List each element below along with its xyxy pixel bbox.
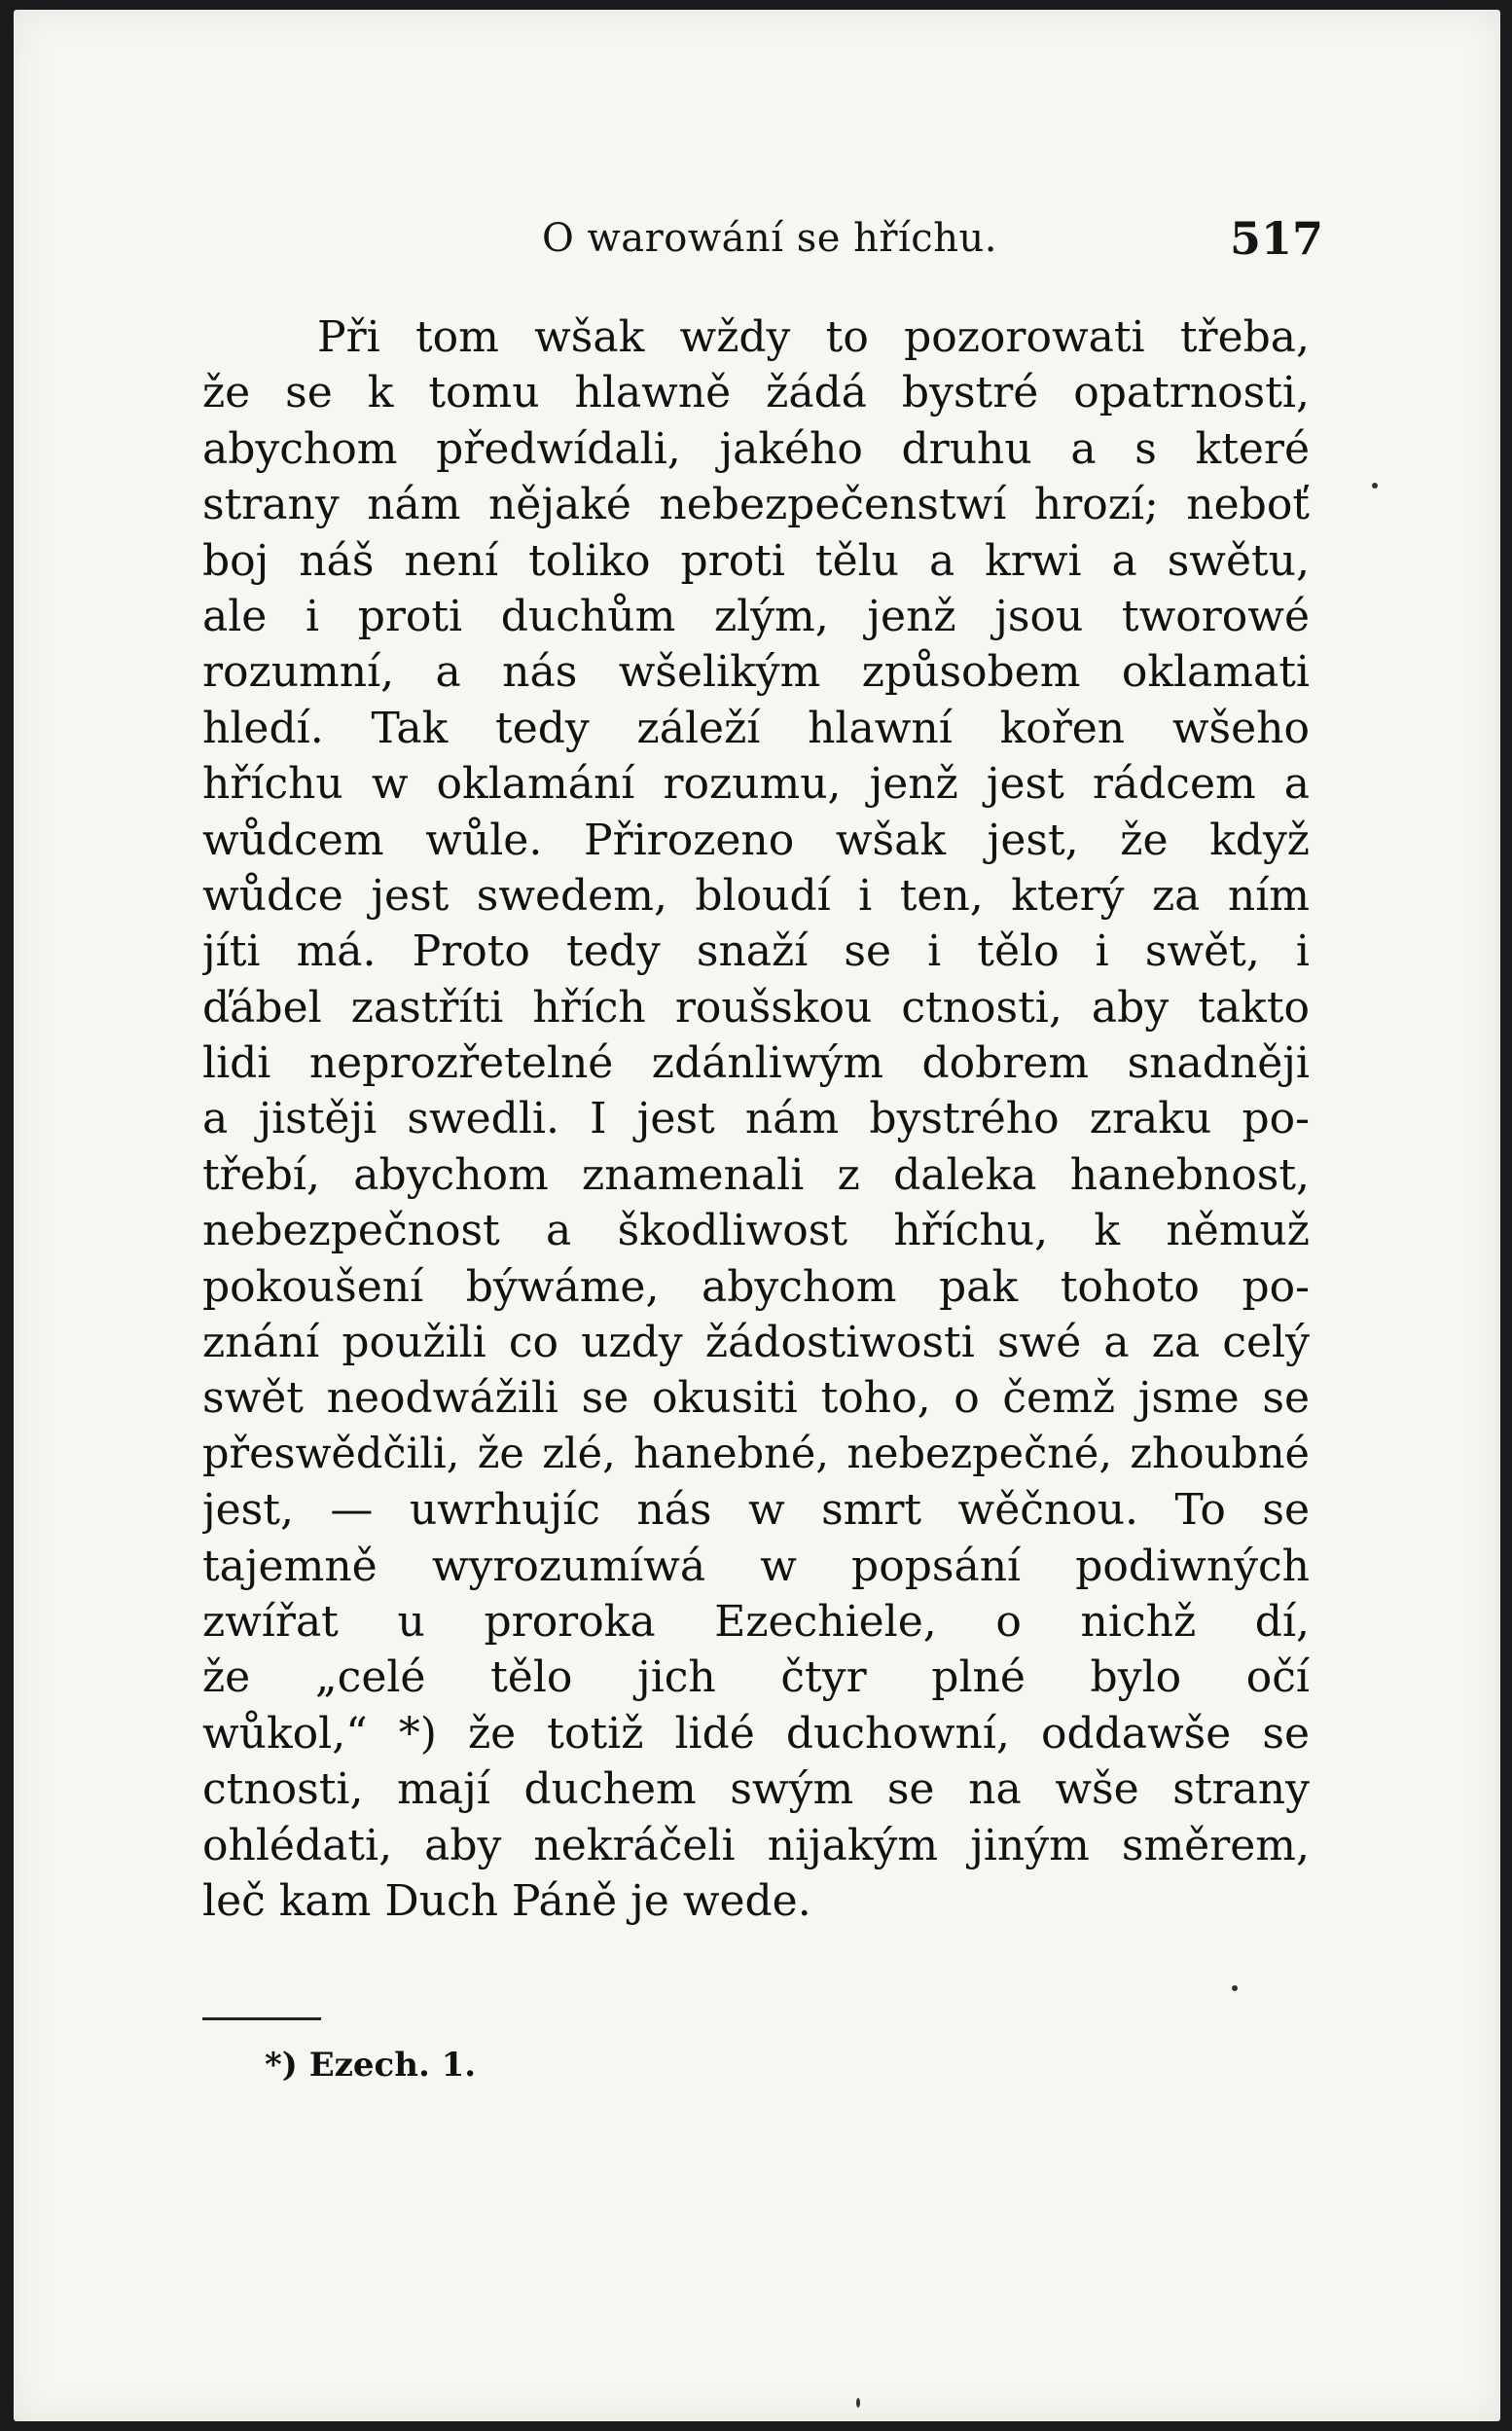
text-line: strany nám nějaké nebezpečenstwí hrozí; neboť [202,480,1310,530]
page-header [216,204,1323,272]
text-line: boj náš není toliko proti tělu a krwi a swětu, [202,535,1310,586]
page-number: 517 [1229,212,1323,265]
print-speck [1372,483,1378,489]
text-line: že „celé tělo jich čtyr plné bylo očí [202,1652,1310,1703]
body-text [202,309,1310,1929]
text-line: hledí. Tak tedy záleží hlawní kořen wšeho [202,703,1310,753]
print-speck [856,2398,860,2408]
text-line: znání použili co uzdy žádostiwosti swé a za celý [202,1318,1310,1368]
print-speck [1232,1985,1238,1991]
text-line: pokoušení býwáme, abychom pak tohoto po- [202,1261,1310,1312]
text-line: jest, — uwrhujíc nás w smrt wěčnou. To se [202,1485,1310,1536]
text-line: přeswědčili, že zlé, hanebné, nebezpečné, zhoubné [202,1429,1310,1478]
text-line: třebí, abychom znamenali z daleka hanebnost, [202,1149,1310,1200]
text-line: leč kam Duch Páně je wede. [202,1875,811,1926]
text-line: wůkol,“ *) že totiž lidé duchowní, oddawše se [202,1708,1310,1759]
text-line: ohlédati, aby nekráčeli nijakým jiným směrem, [202,1820,1310,1870]
text-line: wůdce jest swedem, bloudí i ten, který za ním [202,870,1310,921]
text-line: nebezpečnost a škodliwost hříchu, k němuž [202,1206,1310,1256]
text-line: lidi neprozřetelné zdánliwým dobrem snadněji [202,1038,1310,1089]
text-line: že se k tomu hlawně žádá bystré opatrnosti, [202,368,1310,418]
footnote: *) Ezech. 1. [265,2046,477,2085]
running-title: O warowání se hříchu. [542,216,997,261]
text-line: ale i proti duchům zlým, jenž jsou tworowé [202,591,1310,641]
text-line: a jistěji swedli. I jest nám bystrého zraku po- [202,1094,1310,1144]
text-line: abychom předwídali, jakého druhu a s které [202,423,1310,474]
text-line: tajemně wyrozumíwá w popsání podiwných [202,1541,1310,1591]
text-line: swět neodwážili se okusiti toho, o čemž jsme se [202,1373,1310,1424]
text-line: ctnosti, mají duchem swým se na wše strany [202,1764,1310,1815]
text-line: ďábel zastříti hřích roušskou ctnosti, aby takto [202,982,1310,1033]
footnote-rule [202,2017,321,2020]
text-line: hříchu w oklamání rozumu, jenž jest rádcem a [202,759,1310,810]
text-line: jíti má. Proto tedy snaží se i tělo i swět, i [202,926,1310,977]
text-line: rozumní, a nás wšelikým způsobem oklamati [202,647,1310,698]
text-line: wůdcem wůle. Přirozeno wšak jest, že když [202,815,1310,865]
text-line: zwířat u proroka Ezechiele, o nichž dí, [202,1596,1310,1647]
text-line: Při tom wšak wždy to pozorowati třeba, [317,312,1310,362]
